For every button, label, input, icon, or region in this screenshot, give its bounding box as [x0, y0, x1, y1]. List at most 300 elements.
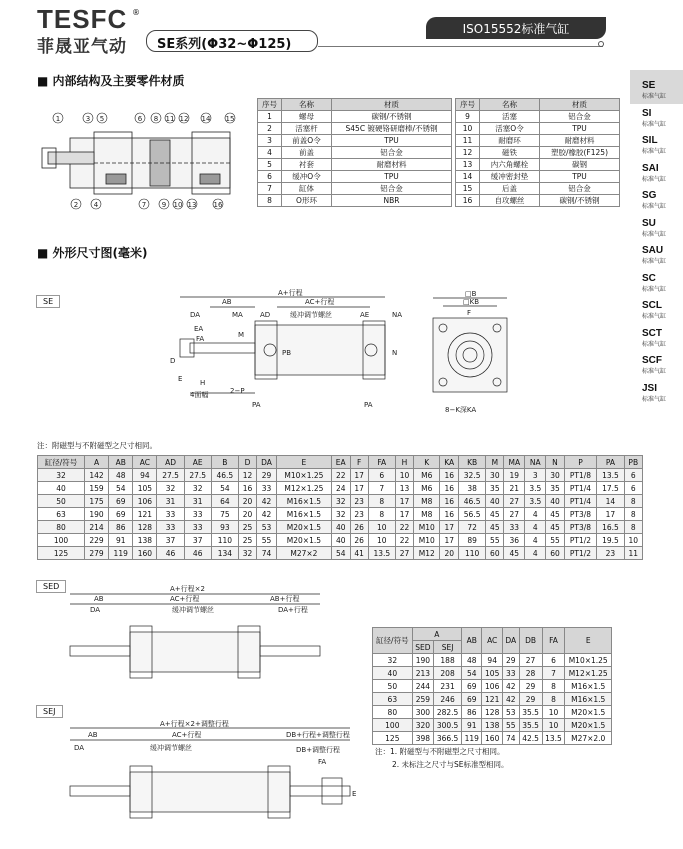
t3-subheader: SEJ — [434, 641, 462, 654]
parts-cell: TPU — [332, 135, 452, 147]
dim-cell: 4 — [525, 521, 546, 534]
parts-cell: 衬套 — [282, 159, 332, 171]
dim-cell: 10 — [368, 521, 395, 534]
dwg-ma: MA — [232, 311, 243, 319]
dim-header: A — [84, 456, 108, 469]
dim-cell: 12 — [238, 469, 256, 482]
sidebar-item-sau[interactable] — [642, 245, 682, 265]
dim-cell: 11 — [624, 547, 642, 560]
t3-cell: 100 — [373, 719, 413, 732]
dim-cell: 119 — [109, 547, 133, 560]
sed-cushion: 缓冲调节螺丝 — [172, 606, 214, 614]
dim-cell: 22 — [331, 469, 350, 482]
callout-14: 14 — [201, 115, 211, 123]
dwg-fa: FA — [196, 335, 205, 343]
t3-cell: 35.5 — [519, 706, 542, 719]
sidebar-item-scf[interactable] — [642, 355, 682, 375]
parts-cell: 内六角螺栓 — [480, 159, 540, 171]
dim-cell: 32 — [38, 469, 85, 482]
table-row — [373, 732, 612, 745]
parts-cell: NBR — [332, 195, 452, 207]
sidebar-item-code: SAU — [642, 245, 664, 256]
dim-cell: 16 — [440, 508, 459, 521]
dim-cell: 23 — [350, 508, 368, 521]
registered-mark: ® — [132, 8, 140, 17]
dwg-ea: EA — [194, 325, 204, 333]
sed-sej-table — [372, 627, 612, 745]
sed-ab-stroke: AB+行程 — [270, 595, 300, 603]
t3-cell: 69 — [462, 693, 482, 706]
dim-cell: 3 — [525, 469, 546, 482]
dim-cell: 14 — [597, 495, 624, 508]
dim-cell: 17 — [395, 508, 413, 521]
sidebar-item-sil[interactable] — [642, 135, 682, 155]
dim-cell: 40 — [38, 482, 85, 495]
parts-cell: 自攻螺丝 — [480, 195, 540, 207]
dim-cell: 30 — [546, 469, 564, 482]
dim-cell: 74 — [257, 547, 277, 560]
dim-cell: 6 — [624, 482, 642, 495]
sidebar-item-desc: 标准气缸 — [642, 285, 667, 293]
parts-cell: S45C 镀硬铬研磨棒/不锈钢 — [332, 123, 452, 135]
t3-cell: 63 — [373, 693, 413, 706]
t3-cell: 80 — [373, 706, 413, 719]
dim-cell: 50 — [38, 495, 85, 508]
t3-cell: 91 — [462, 719, 482, 732]
dim-cell: 27 — [504, 495, 525, 508]
dim-cell: 40 — [331, 521, 350, 534]
dim-cell: 31 — [157, 495, 184, 508]
sed-a-stroke: A+行程×2 — [170, 585, 205, 593]
t3-cell: 282.5 — [434, 706, 462, 719]
dim-cell: 36 — [504, 534, 525, 547]
dim-cell: 27 — [504, 508, 525, 521]
dim-cell: 10 — [368, 534, 395, 547]
t3-cell: 42 — [502, 680, 519, 693]
t3-cell: M16×1.5 — [565, 680, 612, 693]
parts-table-right — [455, 98, 620, 207]
sej-drawing — [60, 720, 370, 845]
sidebar-item-desc: 标准气缸 — [642, 340, 667, 348]
dwg-f: F — [467, 309, 472, 317]
dim-cell: 45 — [546, 508, 564, 521]
sed-da-stroke: DA+行程 — [278, 606, 308, 614]
parts-cell: 碳钢 — [540, 159, 620, 171]
dim-cell: 8 — [624, 521, 642, 534]
t3-cell: M16×1.5 — [565, 693, 612, 706]
dim-cell: 13.5 — [368, 547, 395, 560]
dim-header: PA — [597, 456, 624, 469]
dim-cell: 160 — [133, 547, 157, 560]
t3-cell: 33 — [502, 667, 519, 680]
dwg-a-stroke: A+行程 — [278, 289, 303, 297]
table-row — [38, 521, 643, 534]
callout-9: 9 — [161, 201, 167, 209]
dim-header: KB — [459, 456, 486, 469]
sidebar-item-code: SG — [642, 190, 657, 201]
header-rule — [318, 46, 603, 47]
dim-cell: 32 — [331, 495, 350, 508]
sidebar-item-si[interactable] — [642, 108, 682, 128]
dim-cell: 4 — [525, 534, 546, 547]
table-row — [38, 482, 643, 495]
parts-table-left — [257, 98, 452, 207]
sidebar-item-code: SI — [642, 107, 652, 119]
parts-cell: 6 — [258, 171, 282, 183]
dim-header: F — [350, 456, 368, 469]
parts-header: 名称 — [282, 99, 332, 111]
dim-cell: 33 — [184, 521, 211, 534]
dim-cell: 121 — [133, 508, 157, 521]
dim-cell: 6 — [624, 469, 642, 482]
callout-5: 5 — [99, 115, 105, 123]
t3-header: FA — [542, 628, 565, 654]
parts-cell: 2 — [258, 123, 282, 135]
parts-cell: TPU — [540, 171, 620, 183]
sidebar-item-se[interactable] — [642, 80, 682, 100]
dim-header: N — [546, 456, 564, 469]
sidebar-item-desc: 标准气缸 — [642, 313, 667, 320]
dim-cell: M8 — [414, 508, 440, 521]
t3-cell: 28 — [519, 667, 542, 680]
t3-cell: 55 — [502, 719, 519, 732]
dim-cell: 33 — [157, 508, 184, 521]
t3-cell: 29 — [519, 693, 542, 706]
dim-cell: 26 — [350, 521, 368, 534]
dim-cell: 128 — [133, 521, 157, 534]
parts-cell: 缓冲O令 — [282, 171, 332, 183]
dwg-d: D — [170, 357, 176, 365]
t3-cell: 48 — [462, 654, 482, 667]
dim-cell: 22 — [395, 534, 413, 547]
parts-cell: 耐磨环 — [480, 135, 540, 147]
dwg-da: DA — [190, 311, 201, 319]
sej-e: E — [352, 790, 357, 798]
dim-cell: 17 — [597, 508, 624, 521]
callout-6: 6 — [137, 115, 143, 123]
callout-4: 4 — [93, 201, 99, 209]
sidebar-item-sct[interactable] — [642, 328, 682, 348]
dim-cell: PT1/4 — [564, 495, 597, 508]
dim-header: NA — [525, 456, 546, 469]
table-row — [38, 508, 643, 521]
dim-cell: 33 — [157, 521, 184, 534]
parts-cell: 缓冲密封垫 — [480, 171, 540, 183]
sidebar-item-sg[interactable] — [642, 190, 682, 210]
sej-label: SEJ — [36, 705, 63, 718]
sidebar-item-code: SC — [642, 272, 656, 284]
table-row — [373, 680, 612, 693]
dim-cell: 16 — [440, 469, 459, 482]
dim-cell: 10 — [395, 469, 413, 482]
sej-db-stroke: DB+行程+调整行程 — [286, 731, 350, 739]
parts-header: 名称 — [480, 99, 540, 111]
dim-cell: 22 — [395, 521, 413, 534]
table-row — [38, 547, 643, 560]
table-row — [38, 495, 643, 508]
internal-structure-drawing — [40, 110, 250, 210]
dim-cell: 190 — [84, 508, 108, 521]
se-dimension-drawing — [160, 285, 420, 435]
dim-cell: 27.5 — [157, 469, 184, 482]
dim-cell: 69 — [109, 508, 133, 521]
dim-cell: 46.5 — [459, 495, 486, 508]
t3-cell: 188 — [434, 654, 462, 667]
dim-header: M — [486, 456, 504, 469]
dim-cell: PT1/2 — [564, 547, 597, 560]
dim-cell: 8 — [368, 495, 395, 508]
dim-cell: 33 — [257, 482, 277, 495]
t3-header: AB — [462, 628, 482, 654]
t3-cell: M20×1.5 — [565, 706, 612, 719]
parts-cell: 1 — [258, 111, 282, 123]
dim-cell: M10×1.25 — [276, 469, 331, 482]
parts-cell: 碳钢/不锈钢 — [332, 111, 452, 123]
parts-header: 材质 — [540, 99, 620, 111]
dim-cell: 19 — [504, 469, 525, 482]
dim-cell: 20 — [238, 495, 256, 508]
sidebar-item-sai[interactable] — [642, 163, 682, 183]
table-row — [373, 654, 612, 667]
table-row — [373, 693, 612, 706]
dim-cell: 214 — [84, 521, 108, 534]
sej-ac-stroke: AC+行程 — [172, 731, 202, 739]
dim-header: K — [414, 456, 440, 469]
dim-cell: 60 — [486, 547, 504, 560]
parts-cell: 16 — [456, 195, 480, 207]
parts-cell: 塑胶/橡胶(F125) — [540, 147, 620, 159]
callout-13: 13 — [187, 201, 197, 209]
rule-end-dot — [598, 41, 604, 47]
sidebar-item-desc: 标准气缸 — [642, 203, 667, 210]
dim-cell: 80 — [38, 521, 85, 534]
table-row — [373, 706, 612, 719]
callout-16: 16 — [213, 201, 223, 209]
dim-cell: 229 — [84, 534, 108, 547]
t3-cell: 208 — [434, 667, 462, 680]
dim-cell: M16×1.5 — [276, 508, 331, 521]
dwg-ab: AB — [222, 298, 232, 306]
dwg-ac-stroke: AC+行程 — [305, 298, 335, 306]
t3-cell: 29 — [502, 654, 519, 667]
sidebar-item-code: SCF — [642, 355, 662, 366]
dwg-h: H — [200, 379, 206, 387]
callout-11: 11 — [165, 115, 175, 123]
dim-cell: 42 — [257, 495, 277, 508]
dim-cell: 21 — [504, 482, 525, 495]
dim-cell: 69 — [109, 495, 133, 508]
dim-cell: 37 — [184, 534, 211, 547]
dim-cell: 159 — [84, 482, 108, 495]
dim-cell: 75 — [211, 508, 238, 521]
dim-cell: 13.5 — [597, 469, 624, 482]
dim-header: FA — [368, 456, 395, 469]
sidebar-item-desc: 标准气缸 — [642, 148, 667, 155]
t3-cell: 29 — [519, 680, 542, 693]
sidebar-item-desc: 标准气缸 — [642, 395, 667, 403]
sidebar-item-scl[interactable] — [642, 300, 682, 320]
t3-cell: M27×2.0 — [565, 732, 612, 745]
dim-header: EA — [331, 456, 350, 469]
dim-header: 缸径/符号 — [38, 456, 85, 469]
parts-cell: 4 — [258, 147, 282, 159]
parts-cell: 7 — [258, 183, 282, 195]
t3-cell: 27 — [519, 654, 542, 667]
dim-cell: 20 — [238, 508, 256, 521]
dim-cell: 142 — [84, 469, 108, 482]
parts-cell: 铝合金 — [540, 183, 620, 195]
callout-8: 8 — [153, 115, 159, 123]
sidebar-item-desc: 标准气缸 — [642, 93, 667, 100]
t3-header: AC — [482, 628, 502, 654]
dim-cell: M10 — [414, 521, 440, 534]
parts-cell: 碳钢/不锈钢 — [540, 195, 620, 207]
dim-cell: 25 — [238, 521, 256, 534]
t3-cell: M20×1.5 — [565, 719, 612, 732]
sidebar-item-code: JSI — [642, 382, 658, 394]
sidebar-item-desc: 标准气缸 — [642, 258, 667, 265]
parts-cell: 15 — [456, 183, 480, 195]
sidebar-item-su[interactable] — [642, 218, 682, 238]
t3-cell: 42 — [502, 693, 519, 706]
dim-header: KA — [440, 456, 459, 469]
dwg-flats: 4面幅 — [190, 391, 209, 399]
se-label: SE — [36, 295, 60, 308]
dim-cell: 17 — [395, 495, 413, 508]
parts-cell: 耐磨材料 — [332, 159, 452, 171]
sidebar-item-jsi[interactable] — [642, 383, 682, 403]
parts-cell: 铝合金 — [332, 147, 452, 159]
dim-cell: 45 — [486, 508, 504, 521]
callout-12: 12 — [179, 115, 189, 123]
parts-cell: 后盖 — [480, 183, 540, 195]
dim-header: P — [564, 456, 597, 469]
t3-cell: 300 — [412, 706, 433, 719]
t3-cell: 8 — [542, 693, 565, 706]
dim-cell: 27.5 — [184, 469, 211, 482]
dim-cell: 134 — [211, 547, 238, 560]
dim-cell: 19.5 — [597, 534, 624, 547]
dim-cell: 138 — [133, 534, 157, 547]
dim-cell: 56.5 — [459, 508, 486, 521]
dwg-cushion: 缓冲调节螺丝 — [290, 311, 332, 319]
t3-cell: 94 — [482, 654, 502, 667]
dim-cell: 10 — [624, 534, 642, 547]
parts-cell: 5 — [258, 159, 282, 171]
dim-cell: 16 — [238, 482, 256, 495]
parts-cell: 耐磨材料 — [540, 135, 620, 147]
sidebar-item-code: SIL — [642, 135, 658, 146]
dwg-ae: AE — [360, 311, 370, 319]
table-row — [38, 469, 643, 482]
dim-cell: 42 — [257, 508, 277, 521]
dim-cell: 100 — [38, 534, 85, 547]
dwg-ad: AD — [260, 311, 271, 319]
dwg-n: N — [392, 349, 398, 357]
sidebar-item-desc: 标准气缸 — [642, 368, 667, 375]
sed-da: DA — [90, 606, 101, 614]
dim-cell: 40 — [546, 495, 564, 508]
sidebar-item-code: SCT — [642, 327, 662, 339]
t3-cell: M12×1.25 — [565, 667, 612, 680]
dimension-note: 注：附磁型与不附磁型之尺寸相同。 — [37, 441, 157, 450]
t3-cell: 259 — [412, 693, 433, 706]
parts-cell: 磁铁 — [480, 147, 540, 159]
t3-cell: 246 — [434, 693, 462, 706]
t3-cell: 121 — [482, 693, 502, 706]
dim-cell: 33 — [184, 508, 211, 521]
dim-cell: 60 — [546, 547, 564, 560]
t3-cell: 74 — [502, 732, 519, 745]
dim-cell: 8 — [624, 495, 642, 508]
parts-cell: 缸体 — [282, 183, 332, 195]
callout-15: 15 — [225, 115, 235, 123]
dim-cell: 45 — [546, 521, 564, 534]
parts-cell: 螺母 — [282, 111, 332, 123]
t3-cell: 86 — [462, 706, 482, 719]
dim-cell: 53 — [257, 521, 277, 534]
dim-cell: 31 — [184, 495, 211, 508]
dim-cell: 55 — [546, 534, 564, 547]
dim-cell: 106 — [133, 495, 157, 508]
dim-cell: 72 — [459, 521, 486, 534]
dim-cell: 40 — [331, 534, 350, 547]
dim-cell: PT1/2 — [564, 534, 597, 547]
t3-subheader: SED — [412, 641, 433, 654]
t3-cell: M10×1.25 — [565, 654, 612, 667]
dim-cell: 45 — [504, 547, 525, 560]
sidebar-item-code: SCL — [642, 300, 662, 311]
parts-cell: 铝合金 — [332, 183, 452, 195]
dim-cell: 63 — [38, 508, 85, 521]
dim-header: AB — [109, 456, 133, 469]
dwg-p: 2−P — [230, 387, 245, 395]
dim-cell: 91 — [109, 534, 133, 547]
t3-header: DA — [502, 628, 519, 654]
sidebar-item-code: SAI — [642, 162, 659, 174]
t3-cell: 10 — [542, 719, 565, 732]
t3-cell: 128 — [482, 706, 502, 719]
dim-cell: 8 — [624, 508, 642, 521]
dim-cell: 38 — [459, 482, 486, 495]
sidebar-item-desc: 标准气缸 — [642, 175, 667, 183]
dim-cell: 279 — [84, 547, 108, 560]
sidebar-item-sc[interactable] — [642, 273, 682, 293]
dim-cell: 17.5 — [597, 482, 624, 495]
dim-cell: 27 — [395, 547, 413, 560]
sej-a-stroke: A+行程×2+调整行程 — [160, 720, 229, 728]
dim-cell: PT1/4 — [564, 482, 597, 495]
t3-cell: 106 — [482, 680, 502, 693]
dim-cell: 4 — [525, 547, 546, 560]
dim-cell: 17 — [350, 482, 368, 495]
dim-cell: 48 — [109, 469, 133, 482]
section-internal-structure-title: ■ 内部结构及主要零件材质 — [37, 72, 185, 89]
sej-fa: FA — [318, 758, 327, 766]
dim-cell: 55 — [257, 534, 277, 547]
t3-cell: 6 — [542, 654, 565, 667]
t3-cell: 54 — [462, 667, 482, 680]
dim-cell: 3.5 — [525, 482, 546, 495]
dim-cell: 110 — [211, 534, 238, 547]
t3-cell: 119 — [462, 732, 482, 745]
dim-cell: 46 — [157, 547, 184, 560]
t3-cell: 69 — [462, 680, 482, 693]
dim-cell: 29 — [257, 469, 277, 482]
t3-cell: 13.5 — [542, 732, 565, 745]
dim-header: AE — [184, 456, 211, 469]
dwg-na: NA — [392, 311, 403, 319]
